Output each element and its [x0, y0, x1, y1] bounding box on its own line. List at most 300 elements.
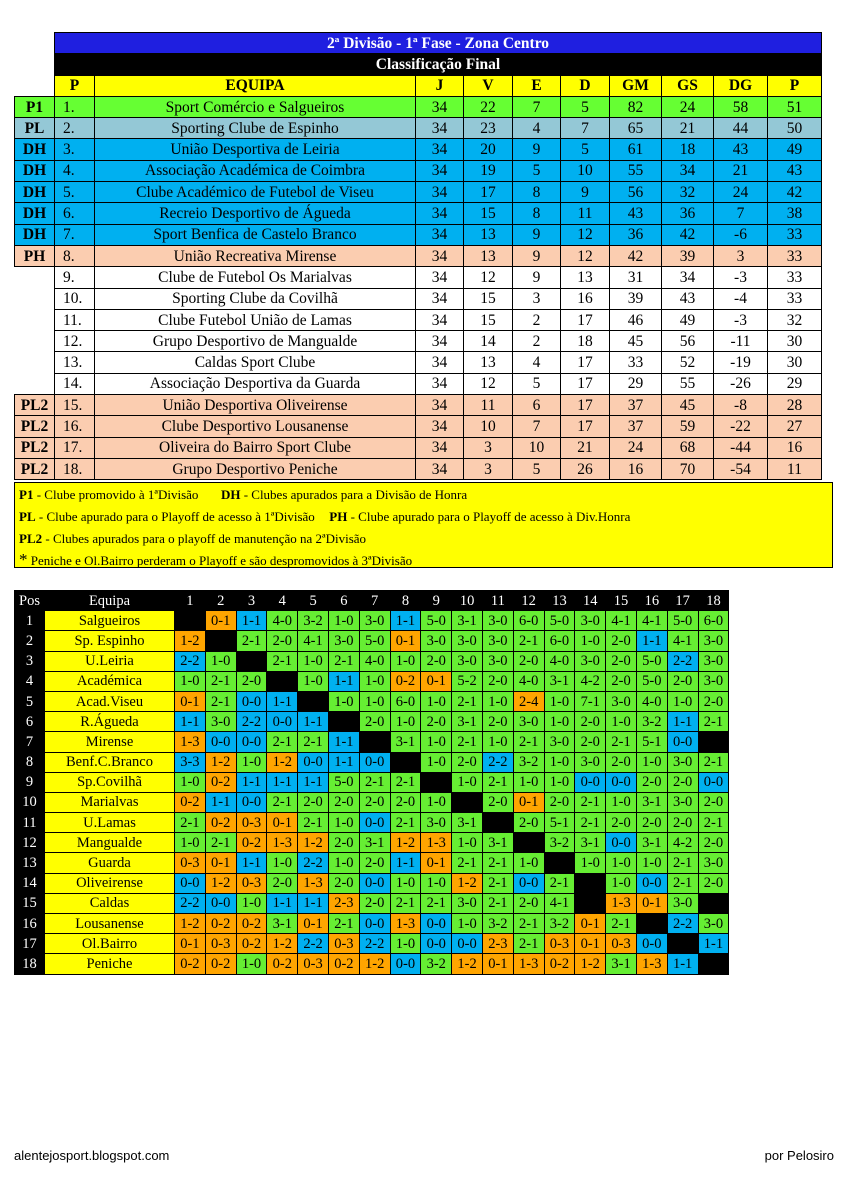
- match-result: 2-0: [636, 813, 667, 833]
- match-result: 2-1: [267, 732, 298, 752]
- match-result: 1-0: [636, 752, 667, 772]
- match-result: 0-0: [267, 712, 298, 732]
- matrix-cell-blank: [513, 833, 544, 853]
- match-result: 1-1: [175, 712, 206, 732]
- match-result: 0-2: [390, 671, 421, 691]
- standings-cell-team: Clube de Futebol Os Marialvas: [95, 267, 416, 288]
- standings-cell-p: 32: [768, 309, 822, 330]
- match-result: 5-0: [636, 671, 667, 691]
- match-result: 1-0: [606, 873, 637, 893]
- match-result: 2-0: [328, 833, 359, 853]
- legend-text: - Clube promovido à 1ªDivisão: [33, 487, 199, 502]
- match-result: 2-1: [328, 914, 359, 934]
- match-result: 1-0: [482, 732, 513, 752]
- match-result: 4-0: [544, 651, 575, 671]
- match-result: 2-1: [328, 651, 359, 671]
- match-result: 2-0: [513, 651, 544, 671]
- match-result: 3-0: [482, 611, 513, 631]
- matrix-cell-blank: [236, 651, 267, 671]
- matrix-row-pos: 16: [15, 914, 45, 934]
- match-result: 1-0: [298, 671, 329, 691]
- standings-cell-p: 51: [768, 96, 822, 117]
- match-result: 0-3: [328, 934, 359, 954]
- matrix-cell-blank: [390, 752, 421, 772]
- match-result: 3-0: [575, 752, 606, 772]
- standings-cell-dg: -6: [714, 224, 768, 245]
- standings-cell-gs: 52: [662, 352, 714, 373]
- standings-cell-gm: 55: [610, 160, 662, 181]
- standings-cell-p: 43: [768, 160, 822, 181]
- match-result: 2-2: [298, 853, 329, 873]
- match-result: 6-0: [698, 611, 729, 631]
- standings-cell-team: Sport Benfica de Castelo Branco: [95, 224, 416, 245]
- match-result: 0-0: [175, 873, 206, 893]
- matrix-col-header: 5: [298, 591, 329, 611]
- match-result: 2-1: [175, 813, 206, 833]
- match-result: 0-3: [175, 853, 206, 873]
- match-result: 2-0: [482, 671, 513, 691]
- match-result: 1-0: [452, 914, 483, 934]
- standings-cell-d: 17: [561, 352, 610, 373]
- match-result: 1-0: [390, 873, 421, 893]
- match-result: 2-1: [205, 833, 236, 853]
- standings-cell-j: 34: [416, 224, 464, 245]
- match-result: 3-0: [667, 752, 698, 772]
- qualification-tag: [15, 267, 55, 288]
- match-result: 2-0: [267, 873, 298, 893]
- match-result: 1-3: [636, 954, 667, 974]
- match-result: 3-0: [482, 651, 513, 671]
- qualification-tag: PL2: [15, 416, 55, 437]
- standings-cell-team: União Desportiva Oliveirense: [95, 395, 416, 416]
- match-result: 1-0: [390, 712, 421, 732]
- matrix-row-team: Sp.Covilhã: [45, 772, 175, 792]
- standings-cell-j: 34: [416, 139, 464, 160]
- match-result: 1-1: [328, 732, 359, 752]
- match-result: 2-0: [452, 752, 483, 772]
- standings-cell-gs: 68: [662, 437, 714, 458]
- standings-cell-gm: 61: [610, 139, 662, 160]
- matrix-row: [15, 792, 729, 812]
- match-result: 1-2: [359, 954, 390, 974]
- standings-cell-p: 33: [768, 224, 822, 245]
- matrix-row-pos: 9: [15, 772, 45, 792]
- standings-cell-v: 13: [464, 352, 513, 373]
- matrix-row: [15, 651, 729, 671]
- standings-cell-v: 12: [464, 267, 513, 288]
- match-result: 2-1: [452, 853, 483, 873]
- col-header: E: [513, 75, 561, 96]
- match-result: 0-2: [267, 954, 298, 974]
- standings-cell-gs: 18: [662, 139, 714, 160]
- match-result: 2-1: [667, 873, 698, 893]
- match-result: 1-1: [267, 691, 298, 711]
- match-result: 1-0: [328, 813, 359, 833]
- match-result: 3-0: [698, 671, 729, 691]
- match-result: 4-1: [298, 631, 329, 651]
- match-result: 1-0: [298, 651, 329, 671]
- standings-cell-d: 16: [561, 288, 610, 309]
- match-result: 4-1: [606, 611, 637, 631]
- match-result: 2-0: [421, 651, 452, 671]
- match-result: 0-0: [359, 752, 390, 772]
- matrix-row-pos: 15: [15, 893, 45, 913]
- matrix-row-team: Benf.C.Branco: [45, 752, 175, 772]
- match-result: 2-1: [452, 691, 483, 711]
- col-header: DG: [714, 75, 768, 96]
- match-result: 2-1: [298, 732, 329, 752]
- results-matrix: [14, 590, 729, 975]
- match-result: 1-0: [513, 853, 544, 873]
- standings-cell-dg: 3: [714, 245, 768, 266]
- standings-cell-d: 9: [561, 182, 610, 203]
- match-result: 3-0: [421, 813, 452, 833]
- match-result: 3-1: [482, 833, 513, 853]
- match-result: 2-1: [544, 873, 575, 893]
- standings-cell-gm: 31: [610, 267, 662, 288]
- standings-cell-dg: 43: [714, 139, 768, 160]
- matrix-row-team: Mirense: [45, 732, 175, 752]
- standings-cell-e: 2: [513, 309, 561, 330]
- standings-row: [15, 118, 822, 139]
- matrix-col-header: 4: [267, 591, 298, 611]
- standings-cell-gs: 24: [662, 96, 714, 117]
- standings-cell-e: 4: [513, 352, 561, 373]
- match-result: 4-1: [544, 893, 575, 913]
- standings-cell-dg: 58: [714, 96, 768, 117]
- standings-cell-e: 10: [513, 437, 561, 458]
- match-result: 4-0: [513, 671, 544, 691]
- standings-cell-p: 27: [768, 416, 822, 437]
- standings-cell-dg: -19: [714, 352, 768, 373]
- matrix-row-pos: 1: [15, 611, 45, 631]
- match-result: 2-1: [205, 691, 236, 711]
- match-result: 0-1: [482, 954, 513, 974]
- match-result: 0-2: [175, 792, 206, 812]
- match-result: 5-0: [328, 772, 359, 792]
- match-result: 2-1: [513, 934, 544, 954]
- matrix-row-pos: 2: [15, 631, 45, 651]
- match-result: 1-0: [328, 611, 359, 631]
- qualification-tag: PL: [15, 118, 55, 139]
- match-result: 2-0: [298, 792, 329, 812]
- match-result: 2-2: [298, 934, 329, 954]
- match-result: 0-1: [513, 792, 544, 812]
- match-result: 1-0: [544, 772, 575, 792]
- matrix-row: [15, 611, 729, 631]
- match-result: 1-3: [513, 954, 544, 974]
- standings-cell-gm: 45: [610, 331, 662, 352]
- legend-text: - Clubes apurados para a Divisão de Honra: [240, 487, 468, 502]
- match-result: 0-2: [205, 772, 236, 792]
- standings-cell-v: 12: [464, 373, 513, 394]
- standings-cell-p: 33: [768, 245, 822, 266]
- qualification-tag: DH: [15, 203, 55, 224]
- match-result: 1-0: [328, 691, 359, 711]
- standings-cell-pos: 14.: [55, 373, 95, 394]
- matrix-col-header: 2: [205, 591, 236, 611]
- match-result: 1-0: [544, 752, 575, 772]
- match-result: 1-2: [298, 833, 329, 853]
- match-result: 1-2: [390, 833, 421, 853]
- standings-row: [15, 203, 822, 224]
- standings-row: [15, 331, 822, 352]
- matrix-col-header: 9: [421, 591, 452, 611]
- match-result: 2-0: [421, 712, 452, 732]
- standings-cell-j: 34: [416, 458, 464, 479]
- standings-cell-team: Grupo Desportivo Peniche: [95, 458, 416, 479]
- match-result: 2-1: [390, 813, 421, 833]
- standings-cell-pos: 5.: [55, 182, 95, 203]
- standings-cell-d: 17: [561, 416, 610, 437]
- standings-cell-team: Associação Académica de Coimbra: [95, 160, 416, 181]
- matrix-row: [15, 934, 729, 954]
- legend-code: PH: [329, 509, 348, 524]
- standings-cell-j: 34: [416, 373, 464, 394]
- match-result: 1-1: [267, 893, 298, 913]
- match-result: 0-1: [575, 934, 606, 954]
- standings-cell-d: 10: [561, 160, 610, 181]
- matrix-cell-blank: [544, 853, 575, 873]
- standings-cell-gs: 49: [662, 309, 714, 330]
- match-result: 0-3: [298, 954, 329, 974]
- standings-title-row: [15, 33, 822, 54]
- standings-cell-v: 17: [464, 182, 513, 203]
- matrix-row: [15, 631, 729, 651]
- standings-cell-pos: 16.: [55, 416, 95, 437]
- match-result: 1-0: [667, 691, 698, 711]
- match-result: 1-0: [421, 732, 452, 752]
- legend-line-1: [19, 487, 467, 503]
- standings-cell-team: Clube Futebol União de Lamas: [95, 309, 416, 330]
- match-result: 0-0: [236, 732, 267, 752]
- standings-cell-e: 7: [513, 416, 561, 437]
- match-result: 1-0: [236, 752, 267, 772]
- qualification-tag: PL2: [15, 395, 55, 416]
- match-result: 3-0: [359, 611, 390, 631]
- matrix-row: [15, 833, 729, 853]
- standings-cell-e: 6: [513, 395, 561, 416]
- matrix-row-pos: 11: [15, 813, 45, 833]
- match-result: 3-2: [544, 914, 575, 934]
- match-result: 2-1: [267, 792, 298, 812]
- matrix-col-header: 12: [513, 591, 544, 611]
- standings-cell-dg: 21: [714, 160, 768, 181]
- standings-row: [15, 224, 822, 245]
- standings-cell-gm: 39: [610, 288, 662, 309]
- match-result: 1-1: [636, 631, 667, 651]
- match-result: 1-1: [390, 611, 421, 631]
- qualification-tag: [15, 309, 55, 330]
- matrix-cell-blank: [328, 712, 359, 732]
- footer-author: por Pelosiro: [764, 1148, 834, 1163]
- standings-cell-j: 34: [416, 245, 464, 266]
- standings-cell-dg: -22: [714, 416, 768, 437]
- standings-subtitle-row: [15, 54, 822, 75]
- match-result: 5-0: [667, 611, 698, 631]
- matrix-row-team: Académica: [45, 671, 175, 691]
- standings-cell-j: 34: [416, 416, 464, 437]
- standings-cell-j: 34: [416, 331, 464, 352]
- matrix-row-pos: 13: [15, 853, 45, 873]
- match-result: 1-0: [390, 934, 421, 954]
- match-result: 0-1: [421, 671, 452, 691]
- match-result: 1-1: [298, 893, 329, 913]
- standings-cell-gs: 34: [662, 267, 714, 288]
- standings-cell-p: 33: [768, 267, 822, 288]
- match-result: 1-2: [267, 752, 298, 772]
- match-result: 2-0: [513, 893, 544, 913]
- legend-line-3: [19, 531, 366, 547]
- match-result: 6-0: [390, 691, 421, 711]
- match-result: 1-3: [175, 732, 206, 752]
- qualification-tag: PL2: [15, 458, 55, 479]
- match-result: 3-0: [606, 691, 637, 711]
- match-result: 4-0: [359, 651, 390, 671]
- match-result: 2-0: [606, 631, 637, 651]
- standings-cell-e: 3: [513, 288, 561, 309]
- match-result: 1-1: [667, 712, 698, 732]
- matrix-row-team: Ol.Bairro: [45, 934, 175, 954]
- matrix-row: [15, 914, 729, 934]
- match-result: 0-0: [606, 772, 637, 792]
- standings-cell-v: 22: [464, 96, 513, 117]
- match-result: 0-0: [359, 914, 390, 934]
- standings-row: [15, 139, 822, 160]
- matrix-row: [15, 712, 729, 732]
- standings-cell-d: 17: [561, 309, 610, 330]
- match-result: 2-1: [575, 792, 606, 812]
- match-result: 1-2: [205, 873, 236, 893]
- match-result: 1-3: [606, 893, 637, 913]
- match-result: 1-2: [575, 954, 606, 974]
- standings-cell-gm: 29: [610, 373, 662, 394]
- standings-cell-gs: 70: [662, 458, 714, 479]
- standings-cell-v: 3: [464, 437, 513, 458]
- match-result: 3-1: [452, 813, 483, 833]
- qualification-tag: DH: [15, 160, 55, 181]
- standings-cell-v: 10: [464, 416, 513, 437]
- match-result: 4-1: [667, 631, 698, 651]
- match-result: 2-1: [482, 873, 513, 893]
- match-result: 3-0: [452, 893, 483, 913]
- match-result: 0-1: [175, 691, 206, 711]
- matrix-cell-blank: [698, 954, 729, 974]
- match-result: 3-0: [513, 712, 544, 732]
- match-result: 1-0: [236, 954, 267, 974]
- standings-cell-gs: 34: [662, 160, 714, 181]
- standings-cell-team: Caldas Sport Clube: [95, 352, 416, 373]
- matrix-col-header: 3: [236, 591, 267, 611]
- standings-cell-team: Clube Académico de Futebol de Viseu: [95, 182, 416, 203]
- match-result: 4-1: [636, 611, 667, 631]
- matrix-header-row: [15, 591, 729, 611]
- matrix-row-team: Marialvas: [45, 792, 175, 812]
- matrix-body: [15, 611, 729, 974]
- match-result: 2-0: [698, 833, 729, 853]
- match-result: 0-0: [636, 934, 667, 954]
- match-result: 2-1: [698, 712, 729, 732]
- match-result: 2-0: [513, 813, 544, 833]
- match-result: 3-2: [482, 914, 513, 934]
- match-result: 2-1: [698, 813, 729, 833]
- match-result: 0-1: [205, 611, 236, 631]
- match-result: 1-2: [205, 752, 236, 772]
- match-result: 0-0: [236, 691, 267, 711]
- standings-cell-team: Associação Desportiva da Guarda: [95, 373, 416, 394]
- standings-header-row: [15, 75, 822, 96]
- match-result: 2-3: [482, 934, 513, 954]
- match-result: 3-1: [544, 671, 575, 691]
- col-header: P: [55, 75, 95, 96]
- standings-cell-e: 7: [513, 96, 561, 117]
- matrix-row-team: Oliveirense: [45, 873, 175, 893]
- matrix-col-header: 16: [636, 591, 667, 611]
- match-result: 1-0: [421, 691, 452, 711]
- match-result: 1-1: [236, 853, 267, 873]
- match-result: 1-3: [421, 833, 452, 853]
- match-result: 2-0: [667, 772, 698, 792]
- matrix-col-header: 1: [175, 591, 206, 611]
- matrix-row-pos: 17: [15, 934, 45, 954]
- standings-row: [15, 267, 822, 288]
- matrix-row-team: Salgueiros: [45, 611, 175, 631]
- standings-cell-dg: -26: [714, 373, 768, 394]
- match-result: 6-0: [544, 631, 575, 651]
- match-result: 3-0: [575, 611, 606, 631]
- match-result: 2-0: [482, 712, 513, 732]
- match-result: 3-2: [544, 833, 575, 853]
- match-result: 2-1: [606, 732, 637, 752]
- match-result: 1-0: [606, 853, 637, 873]
- match-result: 1-0: [544, 712, 575, 732]
- match-result: 1-0: [267, 853, 298, 873]
- standings-cell-v: 13: [464, 245, 513, 266]
- matrix-row: [15, 671, 729, 691]
- standings-cell-v: 19: [464, 160, 513, 181]
- standings-cell-d: 13: [561, 267, 610, 288]
- match-result: 0-3: [236, 873, 267, 893]
- match-result: 2-2: [175, 651, 206, 671]
- matrix-row-pos: 4: [15, 671, 45, 691]
- match-result: 2-2: [482, 752, 513, 772]
- match-result: 0-0: [205, 732, 236, 752]
- match-result: 0-0: [298, 752, 329, 772]
- match-result: 3-2: [298, 611, 329, 631]
- standings-row: [15, 309, 822, 330]
- match-result: 1-0: [544, 691, 575, 711]
- match-result: 0-2: [205, 813, 236, 833]
- match-result: 2-2: [175, 893, 206, 913]
- match-result: 2-1: [267, 651, 298, 671]
- standings-title: 2ª Divisão - 1ª Fase - Zona Centro: [55, 33, 822, 54]
- standings-cell-gm: 42: [610, 245, 662, 266]
- matrix-cell-blank: [575, 893, 606, 913]
- legend-text: - Clube apurado para o Playoff de acesso à 1ªDivisão: [35, 509, 315, 524]
- match-result: 0-2: [175, 954, 206, 974]
- standings-cell-j: 34: [416, 182, 464, 203]
- standings-cell-p: 50: [768, 118, 822, 139]
- standings-cell-gs: 59: [662, 416, 714, 437]
- qualification-tag: [15, 331, 55, 352]
- match-result: 2-4: [513, 691, 544, 711]
- standings-cell-gm: 24: [610, 437, 662, 458]
- standings-cell-pos: 3.: [55, 139, 95, 160]
- qualification-tag: DH: [15, 182, 55, 203]
- match-result: 3-1: [636, 833, 667, 853]
- standings-cell-d: 5: [561, 139, 610, 160]
- match-result: 0-0: [636, 873, 667, 893]
